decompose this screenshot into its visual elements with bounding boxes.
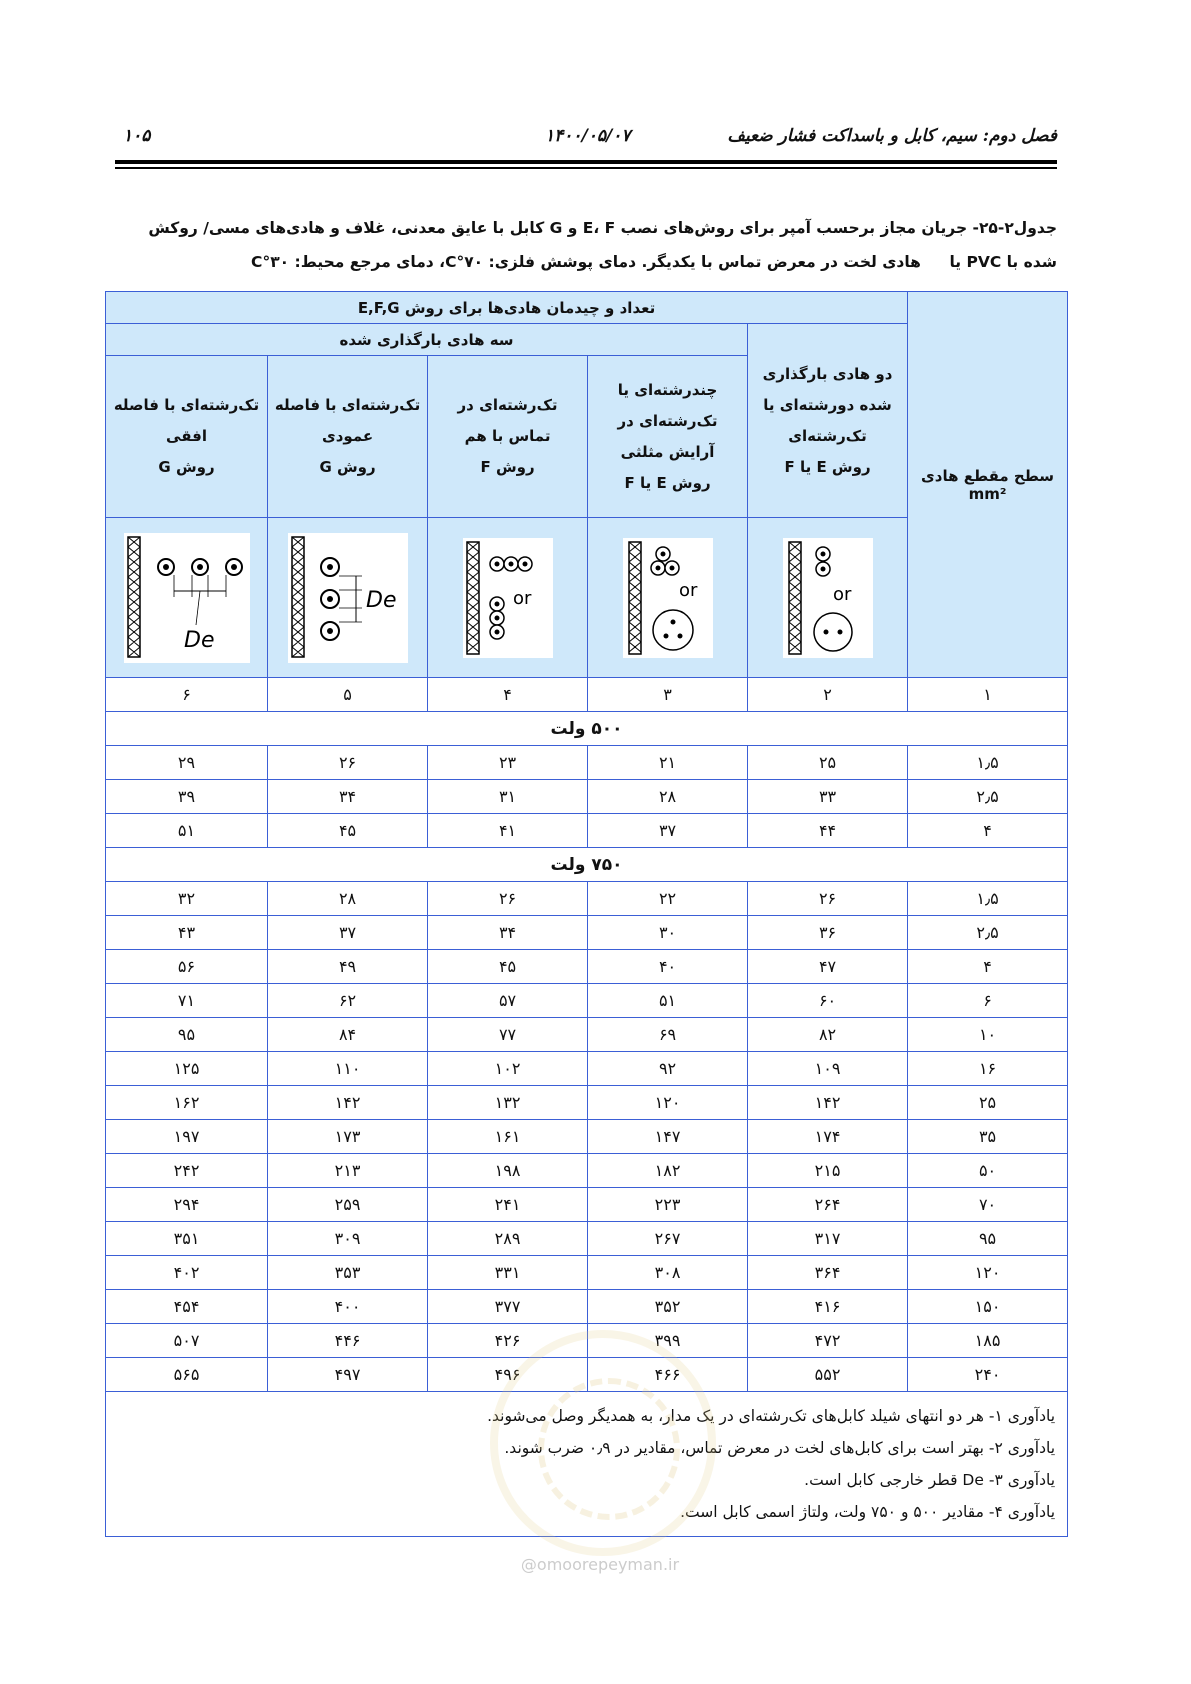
table-cell: ۱۲۰ (908, 1256, 1068, 1290)
col-header-vertical-spaced (268, 356, 428, 518)
table-cell: ۲٫۵ (908, 780, 1068, 814)
table-cell: ۴۵ (428, 950, 588, 984)
table-cell: ۴۳ (106, 916, 268, 950)
table-cell: ۴۹۶ (428, 1358, 588, 1392)
table-cell: ۶۲ (268, 984, 428, 1018)
table-row (106, 1154, 1068, 1188)
table-cell: ۵۵۲ (748, 1358, 908, 1392)
table-cell: ۳۰۹ (268, 1222, 428, 1256)
col-header-line: تک‌رشته‌ای با فاصله (274, 396, 421, 414)
table-cell: ۳۰ (588, 916, 748, 950)
table-cell: ۲۴۰ (908, 1358, 1068, 1392)
table-cell: ۱۰۹ (748, 1052, 908, 1086)
table-cell: ۳۷ (268, 916, 428, 950)
table-cell: ۳۳۱ (428, 1256, 588, 1290)
ampacity-table (105, 291, 1068, 1537)
table-cell: ۲۵ (908, 1086, 1068, 1120)
two-loaded-diagram (783, 538, 873, 658)
table-cell: ۶۰ (748, 984, 908, 1018)
table-cell: ۴۹۷ (268, 1358, 428, 1392)
section-750v (106, 848, 1068, 882)
table-cell: ۳۵۱ (106, 1222, 268, 1256)
table-cell: ۹۵ (106, 1018, 268, 1052)
table-cell: ۲۹۴ (106, 1188, 268, 1222)
table-cell: ۳۱ (428, 780, 588, 814)
col-header-line: شده دورشته‌ای یا (763, 395, 892, 414)
table-cell: ۱۷۳ (268, 1120, 428, 1154)
note-line: یادآوری ۳- De قطر خارجی کابل است. (804, 1471, 1056, 1489)
table-cell: ۴۱۶ (748, 1290, 908, 1324)
col-header-line: چندرشته‌ای یا (617, 380, 718, 399)
table-row (106, 1018, 1068, 1052)
table-cell: ۳۵۳ (268, 1256, 428, 1290)
table-cell: ۲۴۱ (428, 1188, 588, 1222)
three-loaded-header: سه هادی بارگذاری شده (106, 324, 748, 356)
col-header-line: تماس با هم (464, 427, 551, 445)
table-cell: ۲۱۵ (748, 1154, 908, 1188)
col-header-line: روش G (319, 458, 376, 476)
table-cell: ۴۵ (268, 814, 428, 848)
table-caption-line1: جدول۲-۲۵- جریان مجاز برحسب آمپر برای روش‌های نصب E، F و G کابل با عایق معدنی، غلاف و هادی‌های مسی/ روکش شده با PVC یا (148, 219, 1057, 271)
diagram-horizontal-spaced-cell (106, 518, 268, 678)
table-cell: ۴ (908, 950, 1068, 984)
table-cell: ۲۱ (588, 746, 748, 780)
table-row (106, 916, 1068, 950)
table-caption-line2: هادی لخت در معرض تماس با یکدیگر. دمای پوشش فلزی: ۷۰°C، دمای مرجع محیط: ۳۰°C (251, 253, 921, 271)
page-header (115, 120, 1057, 160)
header-rule (115, 160, 1057, 164)
col-header-line: آرایش مثلثی (620, 442, 715, 461)
table-cell: ۳۹۹ (588, 1324, 748, 1358)
table-row (106, 1188, 1068, 1222)
table-cell: ۱۸۵ (908, 1324, 1068, 1358)
table-cell: ۸۲ (748, 1018, 908, 1052)
table-row (106, 1086, 1068, 1120)
col-header-line: عمودی (321, 427, 374, 445)
table-cell: ۲۶ (268, 746, 428, 780)
table-cell: ۴ (428, 678, 588, 712)
diagram-trefoil-cell (588, 518, 748, 678)
trefoil-diagram (623, 538, 713, 658)
table-cell: ۲۵ (748, 746, 908, 780)
col-header-cross-section (908, 292, 1068, 678)
table-cell: ۳۵ (908, 1120, 1068, 1154)
table-cell: ۴۴ (748, 814, 908, 848)
table-cell: ۶۹ (588, 1018, 748, 1052)
table-cell: ۱۹۸ (428, 1154, 588, 1188)
table-cell: ۱۸۲ (588, 1154, 748, 1188)
table-cell: ۱۴۷ (588, 1120, 748, 1154)
table-cell: ۵ (268, 678, 428, 712)
table-cell: ۴۵۴ (106, 1290, 268, 1324)
table-cell: ۱۱۰ (268, 1052, 428, 1086)
table-cell: ۴۰ (588, 950, 748, 984)
table-cell: ۴۰۰ (268, 1290, 428, 1324)
vertical-spaced-diagram (288, 533, 408, 663)
table-cell: ۵۶۵ (106, 1358, 268, 1392)
notes-cell (106, 1392, 1068, 1537)
table-row (106, 1222, 1068, 1256)
col-header-trefoil (588, 356, 748, 518)
horizontal-spaced-diagram (124, 533, 250, 663)
table-cell: ۴۷ (748, 950, 908, 984)
section-label: ۵۰۰ ولت (106, 712, 1068, 746)
table-cell: ۱۷۴ (748, 1120, 908, 1154)
section-label: ۷۵۰ ولت (106, 848, 1068, 882)
table-cell: ۲۲۳ (588, 1188, 748, 1222)
note-line: یادآوری ۲- بهتر است برای کابل‌های لخت در معرض تماس، مقادیر در ۰٫۹ ضرب شوند. (504, 1439, 1056, 1457)
table-cell: ۴۹ (268, 950, 428, 984)
or-label: or (512, 587, 531, 609)
table-cell: ۵۱ (106, 814, 268, 848)
table-cell: ۱ (908, 678, 1068, 712)
watermark-text: @omoorepeyman.ir (520, 1555, 680, 1574)
page-number: ۱۰۵ (123, 126, 151, 146)
table-cell: ۱۲۵ (106, 1052, 268, 1086)
table-cell: ۱۵۰ (908, 1290, 1068, 1324)
header-rule-thin (115, 167, 1057, 169)
table-cell: ۱۴۲ (268, 1086, 428, 1120)
table-cell: ۱۴۲ (748, 1086, 908, 1120)
table-row (106, 1358, 1068, 1392)
table-cell: ۹۲ (588, 1052, 748, 1086)
col-header-line: روش E یا F (624, 473, 711, 492)
touching-diagram (463, 538, 553, 658)
col-header-line: روش F (480, 458, 535, 476)
table-cell: ۴۴۶ (268, 1324, 428, 1358)
table-row (106, 1052, 1068, 1086)
col-header-line: دو هادی بارگذاری (762, 364, 893, 383)
table-cell: ۲۸ (268, 882, 428, 916)
col-header-horizontal-spaced (106, 356, 268, 518)
table-cell: ۵۷ (428, 984, 588, 1018)
col-header-line: تک‌رشته‌ای در (617, 411, 718, 430)
table-cell: ۲۲ (588, 882, 748, 916)
table-row (106, 950, 1068, 984)
table-cell: ۱۳۲ (428, 1086, 588, 1120)
table-cell: ۲۶۴ (748, 1188, 908, 1222)
table-cell: ۳۷۷ (428, 1290, 588, 1324)
table-cell: ۷۰ (908, 1188, 1068, 1222)
table-row (106, 780, 1068, 814)
table-cell: ۲٫۵ (908, 916, 1068, 950)
table-cell: ۳۶ (748, 916, 908, 950)
table-row (106, 1290, 1068, 1324)
table-row (106, 1120, 1068, 1154)
table-cell: ۳۳ (748, 780, 908, 814)
table-cell: ۴۱ (428, 814, 588, 848)
table-cell: ۴ (908, 814, 1068, 848)
table-cell: ۳ (588, 678, 748, 712)
table-cell: ۸۴ (268, 1018, 428, 1052)
table-cell: ۲۶ (428, 882, 588, 916)
table-row (106, 814, 1068, 848)
table-cell: ۳۱۷ (748, 1222, 908, 1256)
table-cell: ۵۶ (106, 950, 268, 984)
table-cell: ۳۰۸ (588, 1256, 748, 1290)
table-cell: ۳۴ (268, 780, 428, 814)
table-cell: ۳۴ (428, 916, 588, 950)
table-cell: ۲۸ (588, 780, 748, 814)
table-cell: ۹۵ (908, 1222, 1068, 1256)
table-cell: ۲۴۲ (106, 1154, 268, 1188)
table-cell: ۲۱۳ (268, 1154, 428, 1188)
table-cell: ۲ (748, 678, 908, 712)
col-header-line: افقی (166, 427, 207, 445)
table-row (106, 882, 1068, 916)
table-row (106, 746, 1068, 780)
table-cell: ۶ (106, 678, 268, 712)
chapter-title: فصل دوم: سیم، کابل و باسداکت فشار ضعیف (727, 126, 1057, 146)
table-cell: ۲۶ (748, 882, 908, 916)
table-cell: ۱۰۲ (428, 1052, 588, 1086)
notes-row (106, 1392, 1068, 1537)
table-cell: ۳۵۲ (588, 1290, 748, 1324)
table-cell: ۳۶۴ (748, 1256, 908, 1290)
table-cell: ۱۹۷ (106, 1120, 268, 1154)
col-header-line: تک‌رشته‌ای در (457, 396, 558, 414)
table-cell: ۱۶۲ (106, 1086, 268, 1120)
col-header-unit: mm² (968, 484, 1007, 503)
table-cell: ۱۶ (908, 1052, 1068, 1086)
table-cell: ۲۹ (106, 746, 268, 780)
table-cell: ۵۱ (588, 984, 748, 1018)
table-cell: ۱٫۵ (908, 882, 1068, 916)
table-cell: ۳۹ (106, 780, 268, 814)
section-500v (106, 712, 1068, 746)
column-number-row (106, 678, 1068, 712)
header-date: ۱۴۰۰/۰۵/۰۷ (545, 126, 631, 146)
table-cell: ۴۲۶ (428, 1324, 588, 1358)
table-cell: ۷۱ (106, 984, 268, 1018)
or-label: or (832, 583, 851, 605)
col-header-line: روش E یا F (784, 457, 871, 476)
table-cell: ۳۷ (588, 814, 748, 848)
or-label: or (678, 579, 697, 601)
de-label: De (183, 627, 215, 653)
col-header-line: تک‌رشته‌ای با فاصله (113, 396, 260, 414)
table-cell: ۱۲۰ (588, 1086, 748, 1120)
table-cell: ۴۶۶ (588, 1358, 748, 1392)
note-line: یادآوری ۴- مقادیر ۵۰۰ و ۷۵۰ ولت، ولتاژ اسمی کابل است. (680, 1503, 1056, 1521)
table-cell: ۳۲ (106, 882, 268, 916)
table-cell: ۷۷ (428, 1018, 588, 1052)
col-header-line: سطح مقطع هادی (921, 466, 1055, 485)
col-header-touching (428, 356, 588, 518)
table-cell: ۵۰ (908, 1154, 1068, 1188)
table-cell: ۲۵۹ (268, 1188, 428, 1222)
group-header: تعداد و چیدمان هادی‌ها برای روش E,F,G (106, 292, 908, 324)
table-cell: ۴۰۲ (106, 1256, 268, 1290)
table-cell: ۲۶۷ (588, 1222, 748, 1256)
col-header-line: تک‌رشته‌ای (788, 426, 867, 445)
table-row (106, 1256, 1068, 1290)
col-header-two-loaded (748, 324, 908, 518)
table-cell: ۲۸۹ (428, 1222, 588, 1256)
de-label: De (365, 587, 397, 613)
note-line: یادآوری ۱- هر دو انتهای شیلد کابل‌های تک‌رشته‌ای در یک مدار، به همدیگر وصل می‌شوند. (487, 1407, 1056, 1425)
table-cell: ۵۰۷ (106, 1324, 268, 1358)
col-header-line: روش G (158, 458, 215, 476)
table-cell: ۴۷۲ (748, 1324, 908, 1358)
table-cell: ۱۶۱ (428, 1120, 588, 1154)
diagram-vertical-spaced-cell (268, 518, 428, 678)
table-row (106, 984, 1068, 1018)
diagram-two-loaded-cell (748, 518, 908, 678)
table-cell: ۱۰ (908, 1018, 1068, 1052)
table-row (106, 1324, 1068, 1358)
table-cell: ۶ (908, 984, 1068, 1018)
diagram-touching-cell (428, 518, 588, 678)
table-cell: ۱٫۵ (908, 746, 1068, 780)
table-cell: ۲۳ (428, 746, 588, 780)
